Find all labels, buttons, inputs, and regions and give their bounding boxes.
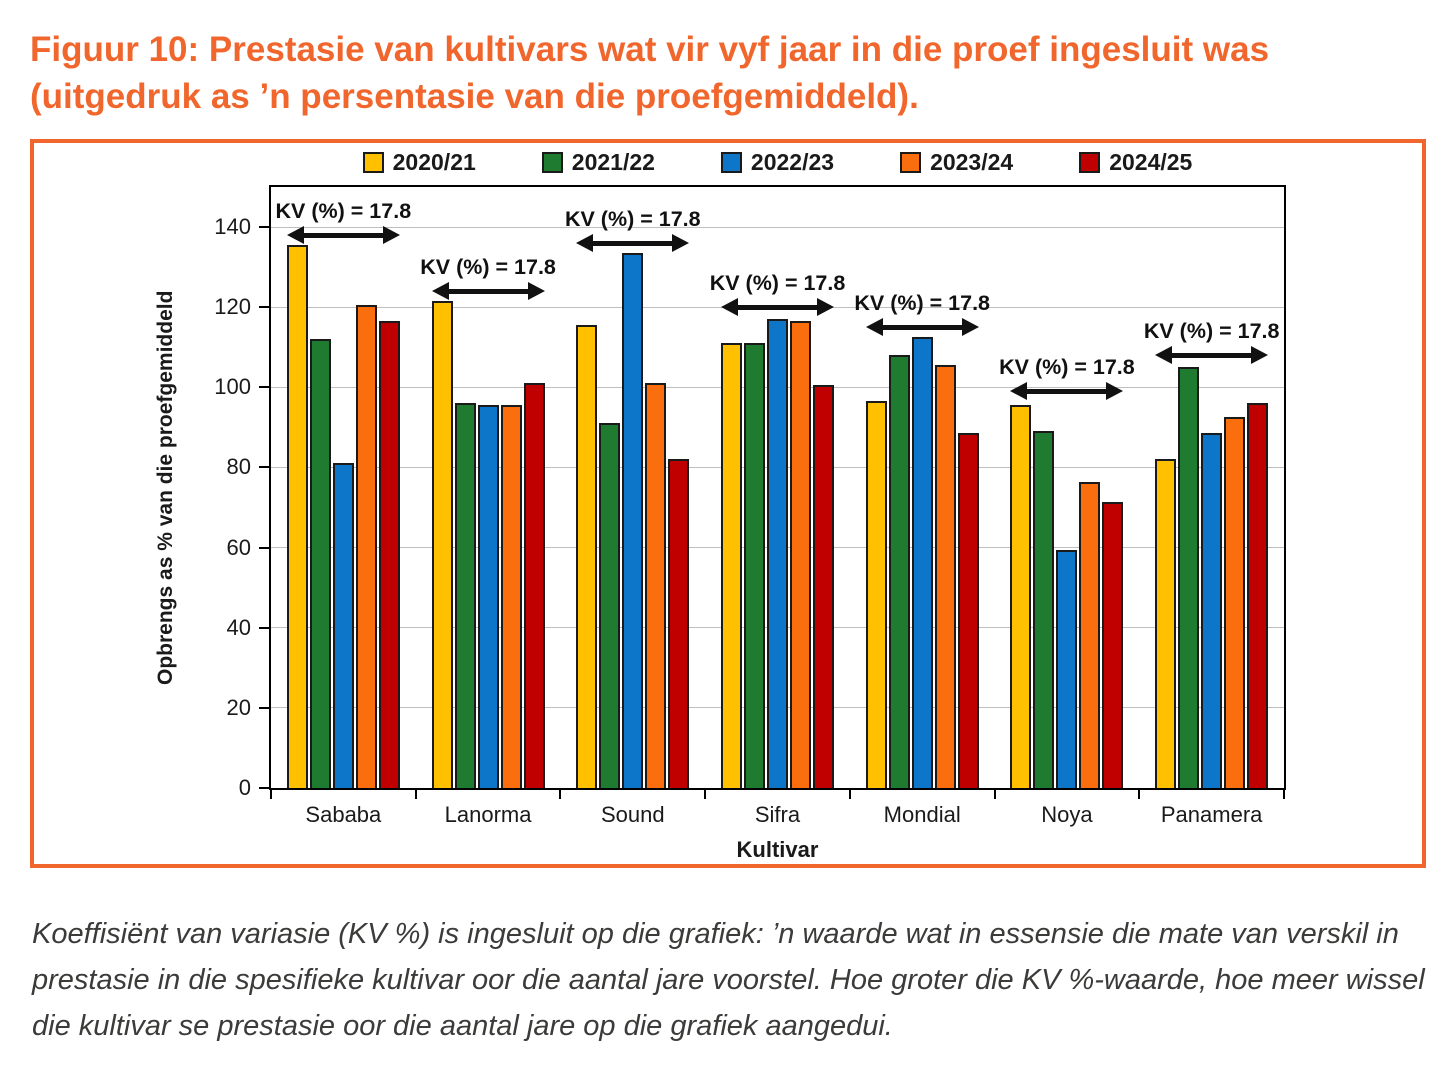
x-category-label: Sifra bbox=[754, 802, 801, 827]
legend-item-2023-24 bbox=[900, 149, 1013, 176]
bar-group-noya bbox=[995, 187, 1140, 788]
bar-group-sababa bbox=[271, 187, 416, 788]
legend-label: 2020/21 bbox=[392, 149, 476, 175]
x-tick-mark bbox=[849, 790, 851, 799]
legend-swatch-icon bbox=[1079, 152, 1100, 173]
bar-noya-2020-21 bbox=[1010, 405, 1031, 788]
plot-area bbox=[269, 185, 1286, 790]
y-tick-mark bbox=[259, 627, 269, 629]
y-tick-mark bbox=[259, 306, 269, 308]
bar-panamera-2023-24 bbox=[1224, 417, 1245, 788]
bar-mondial-2022-23 bbox=[912, 337, 933, 788]
x-category-label: Noya bbox=[1041, 802, 1093, 827]
bar-sababa-2024-25 bbox=[379, 321, 400, 788]
x-tick-mark bbox=[704, 790, 706, 799]
x-tick-mark bbox=[1283, 790, 1285, 799]
kv-double-arrow-icon bbox=[738, 305, 817, 310]
bar-mondial-2024-25 bbox=[958, 433, 979, 788]
legend-label: 2022/23 bbox=[750, 149, 835, 175]
bar-sababa-2020-21 bbox=[287, 245, 308, 788]
legend-item-2024-25 bbox=[1079, 149, 1192, 176]
chart-frame bbox=[30, 139, 1426, 868]
bar-sifra-2021-22 bbox=[744, 343, 765, 788]
legend-swatch-icon bbox=[721, 152, 742, 173]
x-category-label: Sound bbox=[600, 802, 665, 827]
y-tick-label: 120 bbox=[214, 294, 251, 320]
bar-sifra-2023-24 bbox=[790, 321, 811, 788]
kv-double-arrow-icon bbox=[449, 289, 528, 294]
legend-swatch-icon bbox=[363, 152, 384, 173]
bar-group-mondial bbox=[850, 187, 995, 788]
x-tick-mark bbox=[415, 790, 417, 799]
y-tick-mark bbox=[259, 787, 269, 789]
legend-label: 2023/24 bbox=[930, 149, 1014, 175]
kv-label: KV (%) = 17.8 bbox=[275, 199, 412, 224]
x-tick-mark bbox=[559, 790, 561, 799]
bar-group-sound bbox=[560, 187, 705, 788]
legend-label: 2024/25 bbox=[1109, 149, 1193, 175]
y-tick-label: 20 bbox=[226, 694, 251, 720]
y-tick-label: 0 bbox=[238, 775, 251, 800]
y-tick-label: 40 bbox=[226, 614, 251, 640]
bar-lanorma-2024-25 bbox=[524, 383, 545, 788]
bar-sifra-2022-23 bbox=[767, 319, 788, 788]
bar-group-panamera bbox=[1139, 187, 1284, 788]
legend-label: 2021/22 bbox=[571, 149, 655, 175]
x-category-label: Mondial bbox=[883, 802, 961, 827]
bar-mondial-2020-21 bbox=[866, 401, 887, 788]
figure-title bbox=[30, 26, 1430, 120]
bar-sound-2020-21 bbox=[576, 325, 597, 788]
kv-label: KV (%) = 17.8 bbox=[1143, 319, 1280, 344]
bar-sound-2022-23 bbox=[622, 253, 643, 788]
bar-panamera-2020-21 bbox=[1155, 459, 1176, 788]
bar-sifra-2024-25 bbox=[813, 385, 834, 788]
kv-double-arrow-icon bbox=[593, 241, 672, 246]
y-axis-title: Opbrengs as % van die proefgemiddeld bbox=[154, 290, 177, 685]
x-tick-mark bbox=[1138, 790, 1140, 799]
x-category-label: Sababa bbox=[305, 802, 382, 827]
x-category-label: Lanorma bbox=[444, 802, 532, 827]
y-tick-mark bbox=[259, 466, 269, 468]
bar-sound-2021-22 bbox=[599, 423, 620, 788]
bar-sound-2024-25 bbox=[668, 459, 689, 788]
bar-noya-2024-25 bbox=[1102, 502, 1123, 788]
y-tick-label: 140 bbox=[214, 214, 251, 240]
y-tick-mark bbox=[259, 547, 269, 549]
bar-sababa-2023-24 bbox=[356, 305, 377, 788]
legend bbox=[269, 149, 1286, 176]
y-tick-mark bbox=[259, 386, 269, 388]
figure-title-line2: (uitgedruk as ’n persentasie van die proefgemiddeld). bbox=[30, 77, 919, 116]
y-tick-label: 100 bbox=[214, 374, 251, 400]
kv-double-arrow-icon bbox=[1027, 389, 1106, 394]
legend-swatch-icon bbox=[900, 152, 921, 173]
bar-sababa-2021-22 bbox=[310, 339, 331, 788]
bar-sababa-2022-23 bbox=[333, 463, 354, 788]
kv-label: KV (%) = 17.8 bbox=[564, 207, 701, 232]
kv-label: KV (%) = 17.8 bbox=[854, 291, 991, 316]
y-tick-mark bbox=[259, 707, 269, 709]
bar-lanorma-2023-24 bbox=[501, 405, 522, 788]
bar-noya-2021-22 bbox=[1033, 431, 1054, 788]
bar-lanorma-2021-22 bbox=[455, 403, 476, 788]
y-tick-mark bbox=[259, 226, 269, 228]
bar-mondial-2021-22 bbox=[889, 355, 910, 788]
y-tick-label: 60 bbox=[226, 534, 251, 560]
kv-double-arrow-icon bbox=[1172, 353, 1251, 358]
bar-panamera-2024-25 bbox=[1247, 403, 1268, 788]
bar-panamera-2021-22 bbox=[1178, 367, 1199, 788]
legend-item-2020-21 bbox=[363, 149, 476, 176]
x-tick-mark bbox=[994, 790, 996, 799]
kv-label: KV (%) = 17.8 bbox=[420, 255, 556, 280]
bar-noya-2022-23 bbox=[1056, 550, 1077, 788]
bar-sifra-2020-21 bbox=[721, 343, 742, 788]
bar-mondial-2023-24 bbox=[935, 365, 956, 788]
kv-label: KV (%) = 17.8 bbox=[709, 271, 846, 296]
legend-item-2022-23 bbox=[721, 149, 834, 176]
x-axis-title: Kultivar bbox=[736, 837, 819, 862]
bar-lanorma-2022-23 bbox=[478, 405, 499, 788]
legend-swatch-icon bbox=[542, 152, 563, 173]
figure-title-line1: Figuur 10: Prestasie van kultivars wat vir vyf jaar in die proef ingesluit was bbox=[30, 30, 1270, 69]
x-tick-mark bbox=[270, 790, 272, 799]
bar-panamera-2022-23 bbox=[1201, 433, 1222, 788]
kv-double-arrow-icon bbox=[883, 325, 962, 330]
bar-noya-2023-24 bbox=[1079, 482, 1100, 789]
x-category-label: Panamera bbox=[1160, 802, 1263, 827]
bar-lanorma-2020-21 bbox=[432, 301, 453, 788]
kv-label: KV (%) = 17.8 bbox=[999, 355, 1135, 380]
kv-double-arrow-icon bbox=[304, 233, 383, 238]
legend-item-2021-22 bbox=[542, 149, 655, 176]
footnote: Koeffisiënt van variasie (KV %) is ingesluit op die grafiek: ’n waarde wat in essensie die mate van verskil in prestasie in die spesifieke kultivar oor die aantal jare voorstel. Hoe groter die KV %-waarde, hoe meer wissel die kultivar se prestasie oor die aantal jare op die grafiek aangedui. bbox=[32, 918, 1425, 1042]
y-tick-label: 80 bbox=[226, 454, 251, 480]
bar-sound-2023-24 bbox=[645, 383, 666, 788]
